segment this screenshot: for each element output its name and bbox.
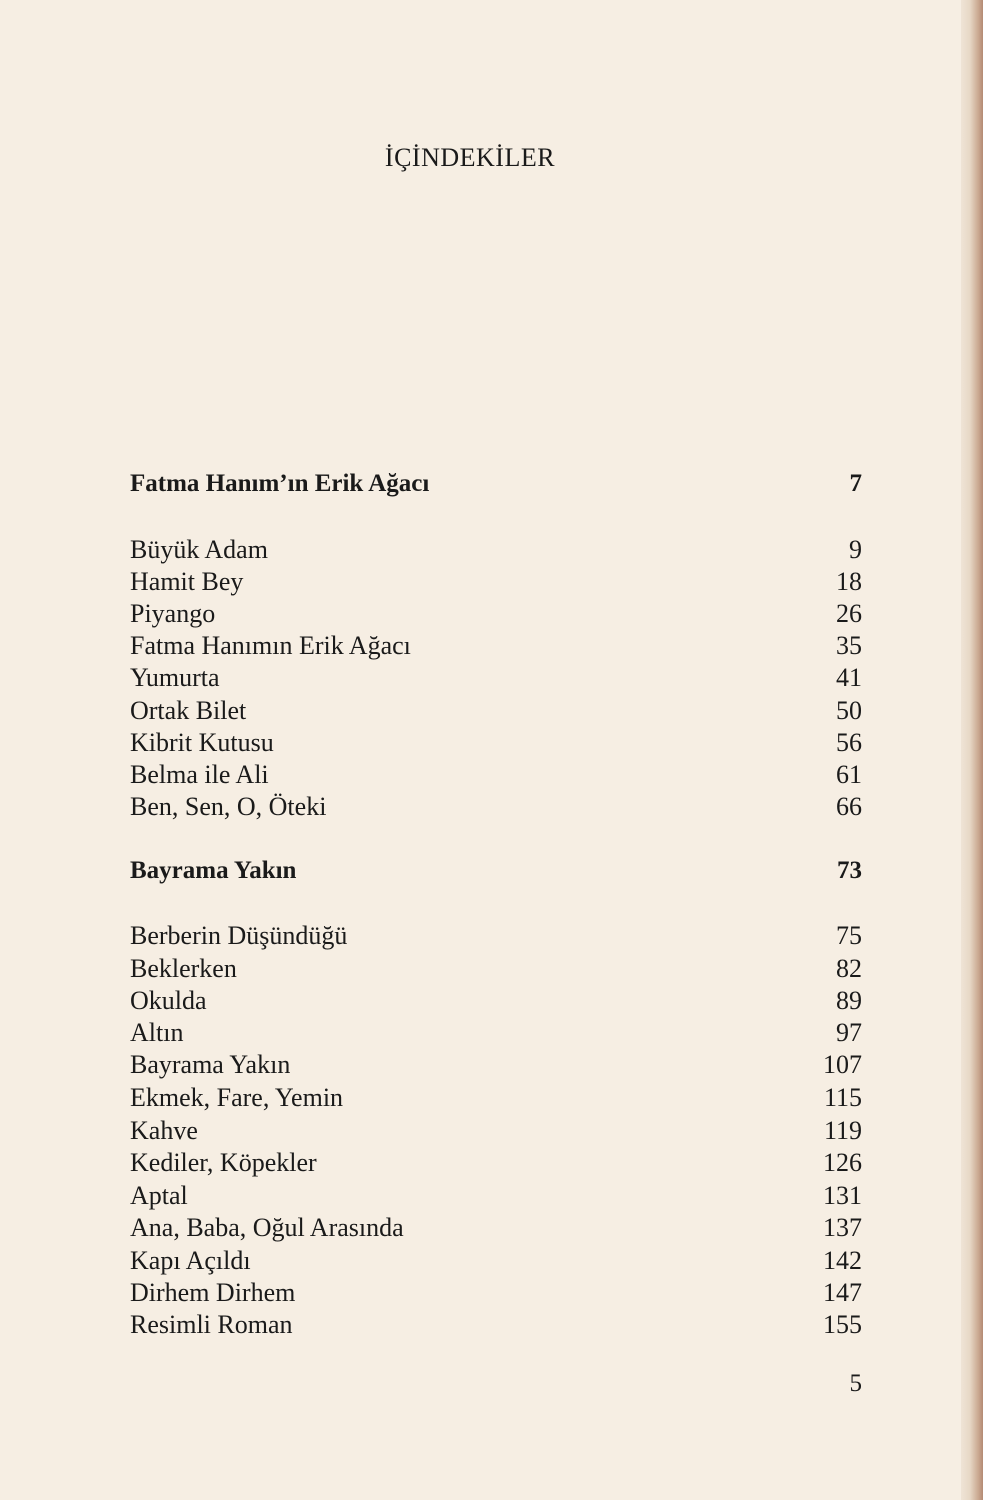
toc-entry[interactable] xyxy=(130,1180,862,1212)
page-number: 5 xyxy=(849,1370,862,1397)
toc-section-page: 7 xyxy=(849,470,862,497)
toc-entry[interactable] xyxy=(130,1017,862,1049)
toc-entry[interactable] xyxy=(130,985,862,1017)
toc-entry-title: Belma ile Ali xyxy=(130,760,269,789)
toc-entry[interactable] xyxy=(130,662,862,694)
toc-section-title: Fatma Hanım’ın Erik Ağacı xyxy=(130,470,430,497)
toc-entry-title: Kediler, Köpekler xyxy=(130,1148,317,1177)
toc-entry-page: 50 xyxy=(836,696,862,725)
toc-entry-title: Yumurta xyxy=(130,663,220,692)
toc-entry-page: 119 xyxy=(823,1116,862,1145)
toc-entry-title: Hamit Bey xyxy=(130,567,244,596)
toc-entry-title: Okulda xyxy=(130,986,207,1015)
toc-entry-title: Piyango xyxy=(130,599,216,628)
toc-entry-title: Aptal xyxy=(130,1181,188,1210)
toc-entry-page: 137 xyxy=(823,1213,862,1242)
toc-entry-page: 26 xyxy=(836,599,862,628)
toc-entry-page: 131 xyxy=(823,1181,862,1210)
toc-entry-page: 115 xyxy=(823,1083,862,1112)
toc-entry-title: Altın xyxy=(130,1018,184,1047)
toc-entry-page: 147 xyxy=(823,1278,862,1307)
toc-entry-title: Berberin Düşündüğü xyxy=(130,921,348,950)
toc-entry-page: 97 xyxy=(836,1018,862,1047)
page-title: İÇİNDEKİLER xyxy=(384,143,556,172)
toc-entry[interactable] xyxy=(130,727,862,759)
toc-entry-title: Ben, Sen, O, Öteki xyxy=(130,792,327,821)
toc-entry-title: Ana, Baba, Oğul Arasında xyxy=(130,1213,404,1242)
toc-entry-page: 82 xyxy=(836,954,862,983)
toc-section-title: Bayrama Yakın xyxy=(130,857,297,884)
toc-entry-title: Resimli Roman xyxy=(130,1310,293,1339)
toc-entry[interactable] xyxy=(130,566,862,598)
toc-entry[interactable] xyxy=(130,759,862,791)
toc-entry[interactable] xyxy=(130,1309,862,1341)
toc-entry[interactable] xyxy=(130,1212,862,1244)
toc-entry-page: 107 xyxy=(823,1050,862,1079)
toc-entry-title: Dirhem Dirhem xyxy=(130,1278,296,1307)
toc-entry[interactable] xyxy=(130,1277,862,1309)
toc-entry[interactable] xyxy=(130,534,862,566)
toc-entry-title: Beklerken xyxy=(130,954,237,983)
toc-entry[interactable] xyxy=(130,1245,862,1277)
toc-entry-page: 9 xyxy=(849,535,862,564)
toc-entry-page: 126 xyxy=(823,1148,862,1177)
toc-entry-title: Bayrama Yakın xyxy=(130,1050,291,1079)
toc-entry[interactable] xyxy=(130,953,862,985)
toc-entry[interactable] xyxy=(130,695,862,727)
toc-entry-page: 75 xyxy=(836,921,862,950)
toc-section-page: 73 xyxy=(837,857,862,884)
toc-entry[interactable] xyxy=(130,791,862,823)
toc-entry[interactable] xyxy=(130,598,862,630)
toc-entry-title: Ortak Bilet xyxy=(130,696,247,725)
toc-entry-title: Ekmek, Fare, Yemin xyxy=(130,1083,344,1112)
toc-entry[interactable] xyxy=(130,1082,862,1114)
toc-entry-page: 155 xyxy=(823,1310,862,1339)
toc-entry-page: 35 xyxy=(836,631,862,660)
toc-entry-title: Fatma Hanımın Erik Ağacı xyxy=(130,631,411,660)
toc-entry-page: 18 xyxy=(836,567,862,596)
toc-entry[interactable] xyxy=(130,1147,862,1179)
toc-entry-page: 66 xyxy=(836,792,862,821)
toc-entry-title: Büyük Adam xyxy=(130,535,268,564)
toc-entry-page: 41 xyxy=(836,663,862,692)
toc-entry-page: 56 xyxy=(836,728,862,757)
toc-entry-page: 142 xyxy=(823,1246,862,1275)
toc-section-1[interactable] xyxy=(130,468,862,500)
toc-entry-title: Kapı Açıldı xyxy=(130,1246,251,1275)
toc-entry-page: 89 xyxy=(836,986,862,1015)
toc-section-2[interactable] xyxy=(130,855,862,887)
toc-entry[interactable] xyxy=(130,1049,862,1081)
toc-entry[interactable] xyxy=(130,1115,862,1147)
toc-entry[interactable] xyxy=(130,920,862,952)
toc-entry-page: 61 xyxy=(836,760,862,789)
page-edge xyxy=(961,0,983,1500)
toc-entry[interactable] xyxy=(130,630,862,662)
toc-entry-title: Kahve xyxy=(130,1116,198,1145)
toc-entry-title: Kibrit Kutusu xyxy=(130,728,274,757)
